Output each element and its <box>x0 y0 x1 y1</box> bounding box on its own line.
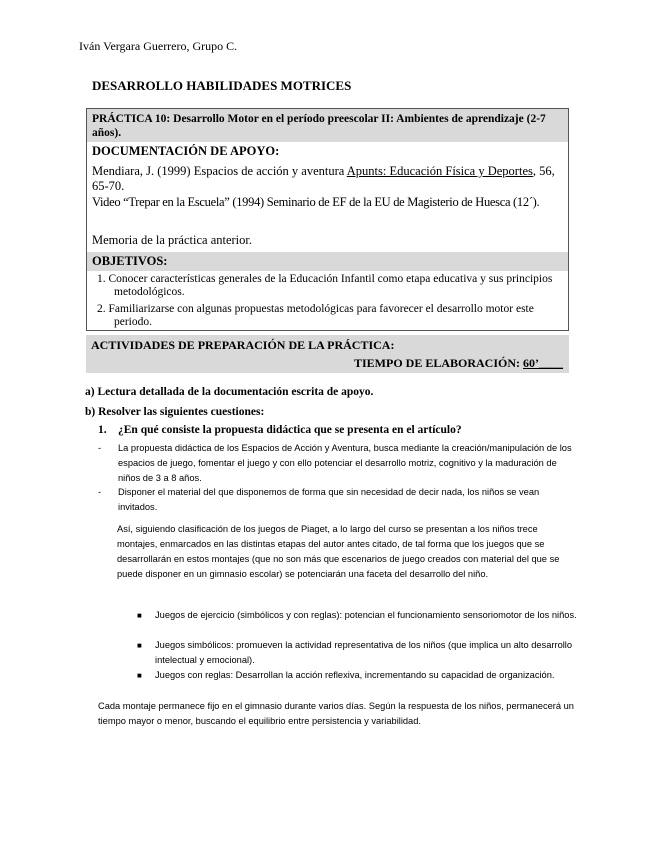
question-1 <box>98 424 462 436</box>
bullet-1-text: Juegos de ejercicio (simbólicos y con reglas): potencian el funcionamiento sensoriomotor de los niños. <box>155 610 577 620</box>
reference-memoria: Memoria de la práctica anterior. <box>92 233 252 247</box>
elaboration-time <box>354 356 563 371</box>
objective-2 <box>87 303 568 329</box>
activities-box <box>86 335 569 373</box>
section-b: b) Resolver las siguientes cuestiones: <box>85 406 265 418</box>
bullet-item-1 <box>137 608 577 623</box>
dash-item-2-text: Disponer el material del que disponemos de forma que sin necesidad de decir nada, los niños se vean invitados. <box>118 487 540 512</box>
square-bullet-icon: ■ <box>137 671 142 680</box>
author-header: Iván Vergara Guerrero, Grupo C. <box>79 39 238 53</box>
square-bullet-icon: ■ <box>137 611 142 620</box>
objective-1-text: 1. Conocer características generales de la Educación Infantil como etapa educativa y sus principios metodológicos. <box>97 273 553 298</box>
question-1-number: 1. <box>98 424 107 436</box>
final-paragraph: Cada montaje permanece fijo en el gimnasio durante varios días. Según la respuesta de los niños, permanecerá un tiempo mayor o menor, buscando el equilibrio entre persistencia y variabilidad. <box>98 701 574 726</box>
dash-marker: - <box>98 487 102 497</box>
elaboration-time-value: 60’____ <box>523 356 563 370</box>
piaget-paragraph: Así, siguiendo clasificación de los juegos de Piaget, a lo largo del curso se presentan a los niños trece montajes, enmarcados en las distintas etapas del autor antes citado, de tal forma que los juegos que se desarrollarán en estos montajes (que no son más que escenarios de juego creados con material del que se puede disponer en un gimnasio escolar) se potenciarán una faceta del desarrollo del niño. <box>117 524 560 579</box>
bullet-3-text: Juegos con reglas: Desarrollan la acción reflexiva, incrementando su capacidad de organización. <box>155 670 555 680</box>
dash-item-1-text: La propuesta didáctica de los Espacios de Acción y Aventura, busca mediante la creación/manipulación de los espacios de juego, fomentar el juego y con ello potenciar el desarrollo motriz, cognitivo y la maduración de niños de 3 a 8 años. <box>118 443 572 483</box>
question-1-text: ¿En qué consiste la propuesta didáctica que se presenta en el artículo? <box>118 424 462 436</box>
elaboration-time-label: TIEMPO DE ELABORACIÓN: <box>353 356 523 370</box>
activities-title: ACTIVIDADES DE PREPARACIÓN DE LA PRÁCTICA: <box>91 338 395 352</box>
answer-dash-item-2 <box>98 485 580 515</box>
reference-1-authors: Mendiara, J. (1999) Espacios de acción y aventura <box>92 164 347 178</box>
section-a: a) Lectura detallada de la documentación escrita de apoyo. <box>85 386 374 398</box>
dash-marker: - <box>98 443 102 453</box>
square-bullet-icon: ■ <box>137 641 142 650</box>
answer-dash-item-1 <box>98 441 580 486</box>
reference-1-pages: , 56, 65-70. <box>92 164 555 193</box>
bullet-item-2 <box>137 638 577 668</box>
documentation-heading: DOCUMENTACIÓN DE APOYO: <box>92 144 280 158</box>
reference-2: Video “Trepar en la Escuela” (1994) Seminario de EF de la EU de Magisterio de Huesca (12´). <box>92 195 540 209</box>
practice-info-box <box>86 108 569 331</box>
objective-2-text: 2. Familiarizarse con algunas propuestas metodológicas para favorecer el desarrollo motor este periodo. <box>97 303 534 328</box>
bullet-2-text: Juegos simbólicos: promueven la actividad representativa de los niños (que implica un alto desarrollo intelectual y emocional). <box>155 640 573 665</box>
objective-1 <box>87 272 568 299</box>
reference-1-journal: Apunts: Educación Física y Deportes <box>346 164 533 178</box>
objectives-heading: OBJETIVOS: <box>87 252 568 271</box>
document-title: DESARROLLO HABILIDADES MOTRICES <box>92 78 352 93</box>
reference-1 <box>87 161 568 194</box>
practice-title: PRÁCTICA 10: Desarrollo Motor en el período preescolar II: Ambientes de aprendizaje (2-7 años). <box>87 109 568 142</box>
bullet-item-3 <box>137 668 577 683</box>
